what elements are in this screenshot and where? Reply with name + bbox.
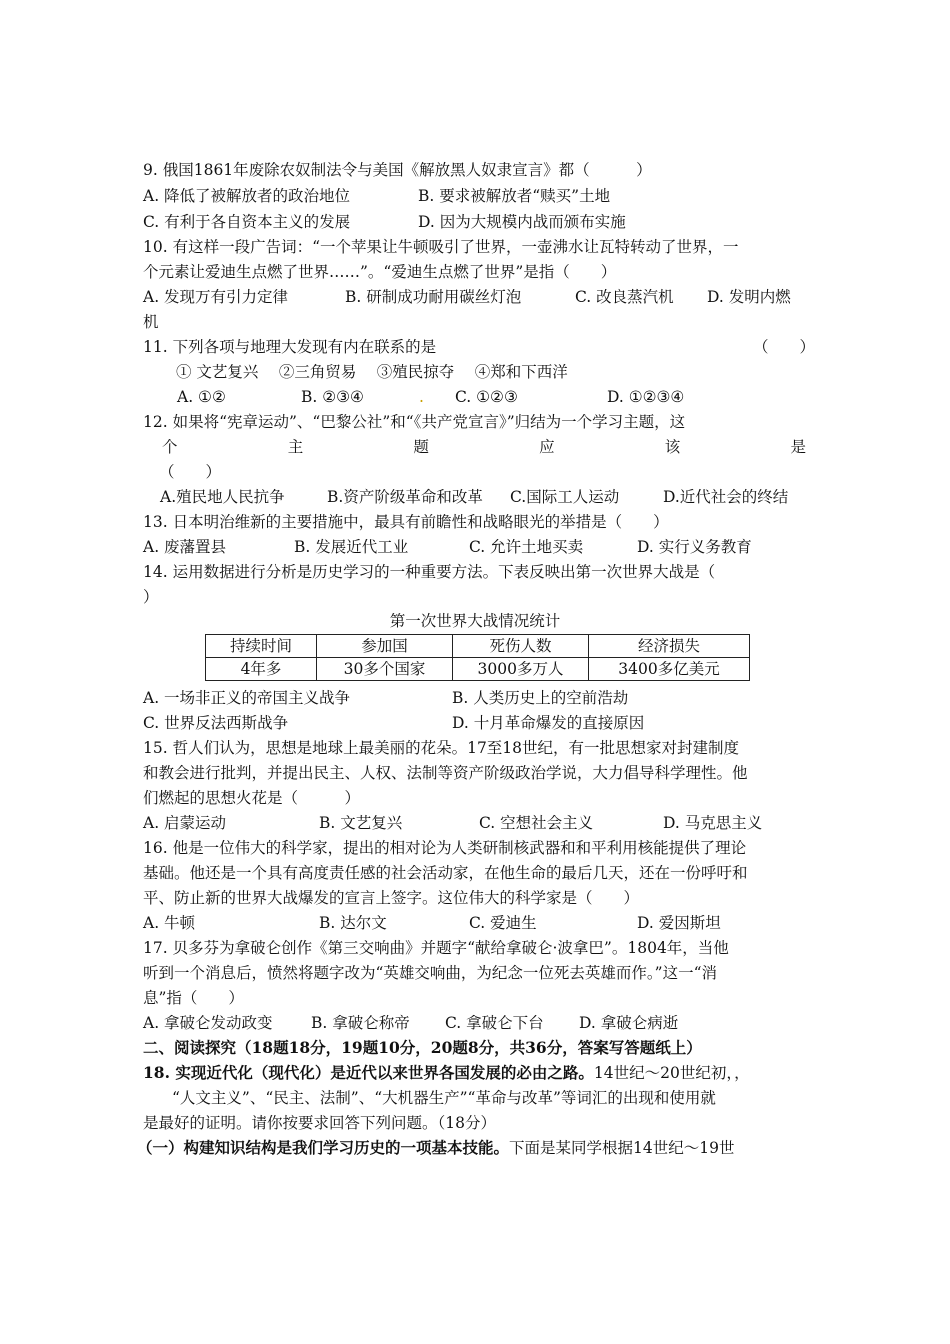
q10-option-d-wrap: 机 — [143, 313, 159, 331]
q14-option-c[interactable]: C. 世界反法西斯战争 — [143, 714, 289, 732]
q10-options — [143, 285, 813, 309]
q9-stem: 9. 俄国1861年废除农奴制法令与美国《解放黑人奴隶宣言》都（ ） — [143, 161, 652, 179]
q16-option-d[interactable]: D. 爱因斯坦 — [637, 914, 721, 932]
q12-spread-char: 应 — [539, 438, 555, 456]
q13-options — [143, 535, 813, 559]
q10-option-c[interactable]: C. 改良蒸汽机 — [575, 288, 674, 306]
q14-option-a[interactable]: A. 一场非正义的帝国主义战争 — [143, 689, 351, 707]
q14-table-title: 第一次世界大战情况统计 — [389, 612, 561, 630]
q14-option-d[interactable]: D. 十月革命爆发的直接原因 — [452, 714, 645, 732]
q12-spread-char: 是 — [790, 438, 806, 456]
q12-answer-bracket: （ ） — [159, 463, 222, 481]
q14-option-b[interactable]: B. 人类历史上的空前浩劫 — [452, 689, 629, 707]
q9-option-a[interactable]: A. 降低了被解放者的政治地位 — [143, 187, 351, 205]
q12-spread-char: 该 — [664, 438, 681, 456]
q11-options — [143, 385, 813, 409]
q12-option-c[interactable]: C.国际工人运动 — [510, 488, 620, 506]
table-cell: 3000多万人 — [453, 658, 589, 681]
q11-items: ① 文艺复兴 ②三角贸易 ③殖民掠夺 ④郑和下西洋 — [176, 363, 568, 381]
q16-stem-line1: 16. 他是一位伟大的科学家，提出的相对论为人类研制核武器和和平利用核能提供了理论 — [143, 839, 747, 857]
q11-stem-line — [143, 335, 816, 359]
q14-stem-line2: ） — [143, 588, 159, 606]
q12-stem-line1: 12. 如果将“宪章运动”、“巴黎公社”和“《共产党宣言》”归结为一个学习主题，这 — [143, 413, 686, 431]
q11-stray-dot: . — [419, 388, 424, 406]
q14-stem-line1: 14. 运用数据进行分析是历史学习的一种重要方法。下表反映出第一次世界大战是（ — [143, 563, 716, 581]
q11-option-b[interactable]: B. ②③④ — [301, 388, 364, 406]
ww1-stats-table — [205, 634, 750, 681]
q10-option-a[interactable]: A. 发现万有引力定律 — [143, 288, 289, 306]
q9-option-b[interactable]: B. 要求被解放者“赎买”土地 — [418, 187, 611, 205]
q11-option-c[interactable]: C. ①②③ — [455, 388, 518, 406]
q10-option-d[interactable]: D. 发明内燃 — [707, 288, 791, 306]
table-cell: 4年多 — [206, 658, 317, 681]
q12-option-d[interactable]: D.近代社会的终结 — [663, 488, 789, 506]
table-header-cell: 持续时间 — [206, 635, 317, 658]
q15-option-b[interactable]: B. 文艺复兴 — [319, 814, 403, 832]
q13-option-b[interactable]: B. 发展近代工业 — [294, 538, 409, 556]
q15-stem-line3: 们燃起的思想火花是（ ） — [143, 789, 361, 807]
q15-stem-line1: 15. 哲人们认为，思想是地球上最美丽的花朵。17至18世纪，有一批思想家对封建制度 — [143, 739, 740, 757]
section2-heading: 二、阅读探究（18题18分，19题10分，20题8分，共36分，答案写答题纸上） — [143, 1038, 702, 1057]
q14-options-row2 — [143, 711, 813, 735]
q9-option-d[interactable]: D. 因为大规模内战而颁布实施 — [418, 213, 626, 231]
q15-option-d[interactable]: D. 马克思主义 — [663, 814, 763, 832]
q17-option-d[interactable]: D. 拿破仑病逝 — [579, 1014, 679, 1032]
q18-sub1-rest: 下面是某同学根据14世纪～19世 — [509, 1139, 735, 1157]
q12-stem-line2 — [162, 435, 806, 459]
q12-option-b[interactable]: B.资产阶级革命和改革 — [327, 488, 483, 506]
q10-option-b[interactable]: B. 研制成功耐用碳丝灯泡 — [345, 288, 522, 306]
q16-option-c[interactable]: C. 爱迪生 — [469, 914, 537, 932]
q17-stem-line1: 17. 贝多芬为拿破仑创作《第三交响曲》并题字“献给拿破仑·波拿巴”。1804年，当他 — [143, 939, 729, 957]
q13-stem: 13. 日本明治维新的主要措施中，最具有前瞻性和战略眼光的举措是（ ） — [143, 513, 669, 531]
q11-option-a[interactable]: A. ①② — [177, 388, 226, 406]
q18-stem-line3: 是最好的证明。请你按要求回答下列问题。（18分） — [143, 1114, 496, 1132]
q9-options-row1 — [143, 184, 813, 208]
q18-stem-rest: 14世纪～20世纪初，， — [593, 1064, 750, 1082]
q14-options-row1 — [143, 686, 813, 710]
q15-stem-line2: 和教会进行批判，并提出民主、人权、法制等资产阶级政治学说，大力倡导科学理性。他 — [143, 764, 748, 782]
q12-spread-char: 个 — [162, 438, 178, 456]
q12-options — [143, 485, 813, 509]
q18-sub1-bold: （一）构建知识结构是我们学习历史的一项基本技能。 — [137, 1138, 510, 1157]
q11-stem: 11. 下列各项与地理大发现有内在联系的是 — [143, 338, 437, 356]
q11-option-d[interactable]: D. ①②③④ — [607, 388, 685, 406]
q15-option-a[interactable]: A. 启蒙运动 — [143, 814, 227, 832]
q17-option-b[interactable]: B. 拿破仑称帝 — [311, 1014, 410, 1032]
q18-sub1-line — [137, 1136, 807, 1160]
q17-options — [143, 1011, 813, 1035]
q10-stem-line1: 10. 有这样一段广告词：“一个苹果让牛顿吸引了世界，一壶沸水让瓦特转动了世界，一 — [143, 238, 739, 256]
q12-spread-char: 题 — [413, 438, 429, 456]
q17-stem-line2: 听到一个消息后，愤然将题字改为“英雄交响曲，为纪念一位死去英雄而作。”这一“消 — [143, 964, 718, 982]
q17-option-c[interactable]: C. 拿破仑下台 — [445, 1014, 544, 1032]
table-row — [206, 658, 750, 681]
q12-option-a[interactable]: A.殖民地人民抗争 — [160, 488, 285, 506]
q18-stem-line1 — [143, 1061, 813, 1085]
q13-option-d[interactable]: D. 实行义务教育 — [637, 538, 752, 556]
table-header-cell: 经济损失 — [589, 635, 750, 658]
q15-option-c[interactable]: C. 空想社会主义 — [479, 814, 594, 832]
table-cell: 30多个国家 — [317, 658, 453, 681]
table-header-cell: 死伤人数 — [453, 635, 589, 658]
q16-option-a[interactable]: A. 牛顿 — [143, 914, 196, 932]
table-header-cell: 参加国 — [317, 635, 453, 658]
table-cell: 3400多亿美元 — [589, 658, 750, 681]
q16-options — [143, 911, 813, 935]
q13-option-a[interactable]: A. 废藩置县 — [143, 538, 227, 556]
q16-option-b[interactable]: B. 达尔文 — [319, 914, 387, 932]
q18-stem-line2: “人文主义”、“民主、法制”、“大机器生产”“革命与改革”等词汇的出现和使用就 — [172, 1089, 716, 1107]
q9-options-row2 — [143, 210, 813, 234]
q17-option-a[interactable]: A. 拿破仑发动政变 — [143, 1014, 273, 1032]
q15-options — [143, 811, 813, 835]
q13-option-c[interactable]: C. 允许土地买卖 — [469, 538, 584, 556]
q16-stem-line2: 基础。他还是一个具有高度责任感的社会活动家，在他生命的最后几天，还在一份呼吁和 — [143, 864, 748, 882]
table-header-row — [206, 635, 750, 658]
q12-spread-char: 主 — [287, 438, 304, 456]
q10-stem-line2: 个元素让爱迪生点燃了世界……”。“爱迪生点燃了世界”是指（ ） — [143, 263, 617, 281]
q9-option-c[interactable]: C. 有利于各自资本主义的发展 — [143, 213, 351, 231]
q18-bold-lead: 18. 实现近代化（现代化）是近代以来世界各国发展的必由之路。 — [143, 1063, 594, 1082]
q16-stem-line3: 平、防止新的世界大战爆发的宣言上签字。这位伟大的科学家是（ ） — [143, 889, 640, 907]
q17-stem-line3: 息”指（ ） — [143, 989, 244, 1007]
q11-answer-bracket: （ ） — [753, 338, 816, 356]
